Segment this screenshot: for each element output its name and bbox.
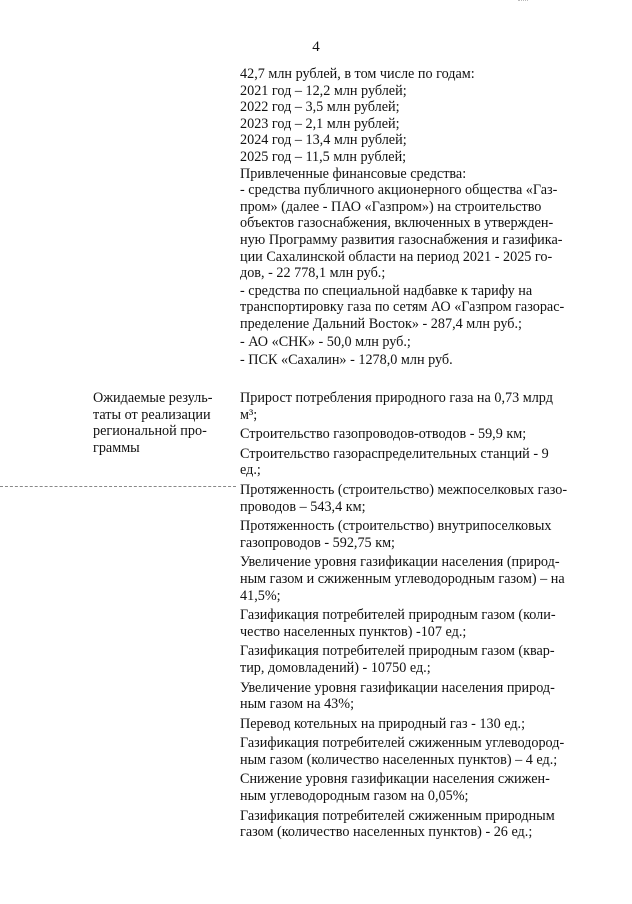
dashed-separator — [0, 486, 236, 487]
funding-year-2022: 2022 год – 3,5 млн рублей; — [240, 99, 400, 116]
result-line: тир, домовладений) - 10750 ед.; — [240, 659, 431, 676]
result-line: Протяженность (строительство) межпоселковых газо- — [240, 481, 568, 498]
result-line: Увеличение уровня газификации населения природ- — [240, 679, 555, 696]
text-line: пределение Дальний Восток» - 287,4 млн руб.; — [240, 315, 522, 332]
result-line: Газификация потребителей сжиженным природным — [240, 807, 555, 824]
psk-funds-line: - ПСК «Сахалин» - 1278,0 млн руб. — [240, 352, 453, 369]
snk-funds-line: - АО «СНК» - 50,0 млн руб.; — [240, 333, 411, 350]
result-item — [240, 446, 587, 479]
text-line: объектов газоснабжения, включенных в утвержден- — [240, 215, 554, 232]
result-line: ед.; — [240, 462, 261, 479]
result-item — [240, 771, 587, 804]
result-line: Строительство газораспределительных станций - 9 — [240, 445, 549, 462]
result-line: ным углеводородным газом на 0,05%; — [240, 788, 469, 805]
expected-results-label — [93, 390, 233, 456]
result-item — [240, 716, 587, 733]
result-line: Газификация потребителей природным газом (квар- — [240, 643, 555, 660]
result-line: Газификация потребителей природным газом (коли- — [240, 607, 556, 624]
result-line: чество населенных пунктов) -107 ед.; — [240, 623, 467, 640]
label-line: граммы — [93, 439, 140, 456]
attracted-funds-heading: Привлеченные финансовые средства: — [240, 165, 467, 182]
result-line: Газификация потребителей сжиженным углеводород- — [240, 735, 565, 752]
result-line: Перевод котельных на природный газ - 130 ед.; — [240, 715, 526, 732]
text-line: транспортировку газа по сетям АО «Газпром газорас- — [240, 299, 565, 316]
expected-results-list — [240, 390, 587, 844]
result-item — [240, 735, 587, 768]
funding-year-2024: 2024 год – 13,4 млн рублей; — [240, 132, 407, 149]
text-line: - средства публичного акционерного общества «Газ- — [240, 182, 558, 199]
result-line: Прирост потребления природного газа на 0,73 млрд — [240, 390, 553, 406]
result-line: м³; — [240, 406, 258, 423]
result-item — [240, 808, 587, 841]
page-number: 4 — [312, 39, 320, 55]
result-item — [240, 643, 587, 676]
result-item — [240, 554, 587, 604]
funding-total-line: 42,7 млн рублей, в том числе по годам: — [240, 66, 475, 82]
result-line: 41,5%; — [240, 587, 281, 604]
result-line: газом (количество населенных пунктов) - 26 ед.; — [240, 824, 533, 841]
result-line: ным газом (количество населенных пунктов) – 4 ед.; — [240, 751, 558, 768]
result-line: ным газом на 43%; — [240, 696, 355, 713]
funding-year-2025: 2025 год – 11,5 млн рублей; — [240, 148, 407, 165]
result-line: Протяженность (строительство) внутрипоселковых — [240, 518, 552, 535]
result-item — [240, 607, 587, 640]
funding-block — [240, 66, 587, 369]
label-line: региональной про- — [93, 423, 207, 440]
result-line: проводов – 543,4 км; — [240, 498, 366, 515]
scan-speck — [518, 0, 528, 4]
result-line: Снижение уровня газификации населения сжижен- — [240, 771, 550, 788]
label-line: таты от реализации — [93, 406, 211, 423]
result-item — [240, 482, 587, 515]
funding-year-2021: 2021 год – 12,2 млн рублей; — [240, 82, 407, 99]
result-item — [240, 390, 587, 423]
text-line: - средства по специальной надбавке к тарифу на — [240, 282, 533, 299]
result-line: ным газом и сжиженным углеводородным газом) – на — [240, 570, 565, 587]
funding-year-2023: 2023 год – 2,1 млн рублей; — [240, 115, 400, 132]
result-item — [240, 680, 587, 713]
result-line: Строительство газопроводов-отводов - 59,9 км; — [240, 426, 527, 443]
result-line: газопроводов - 592,75 км; — [240, 534, 396, 551]
text-line: ную Программу развития газоснабжения и газифика- — [240, 231, 563, 248]
gazprom-funds-paragraph — [240, 182, 587, 282]
text-line: пром» (далее - ПАО «Газпром») на строительство — [240, 198, 542, 215]
result-item — [240, 426, 587, 443]
text-line: дов, - 22 778,1 млн руб.; — [240, 265, 386, 282]
text-line: ции Сахалинской области на период 2021 - 2025 го- — [240, 248, 553, 265]
tariff-funds-paragraph — [240, 283, 587, 333]
result-line: Увеличение уровня газификации населения (природ- — [240, 554, 560, 571]
result-item — [240, 518, 587, 551]
label-line: Ожидаемые резуль- — [93, 390, 213, 406]
